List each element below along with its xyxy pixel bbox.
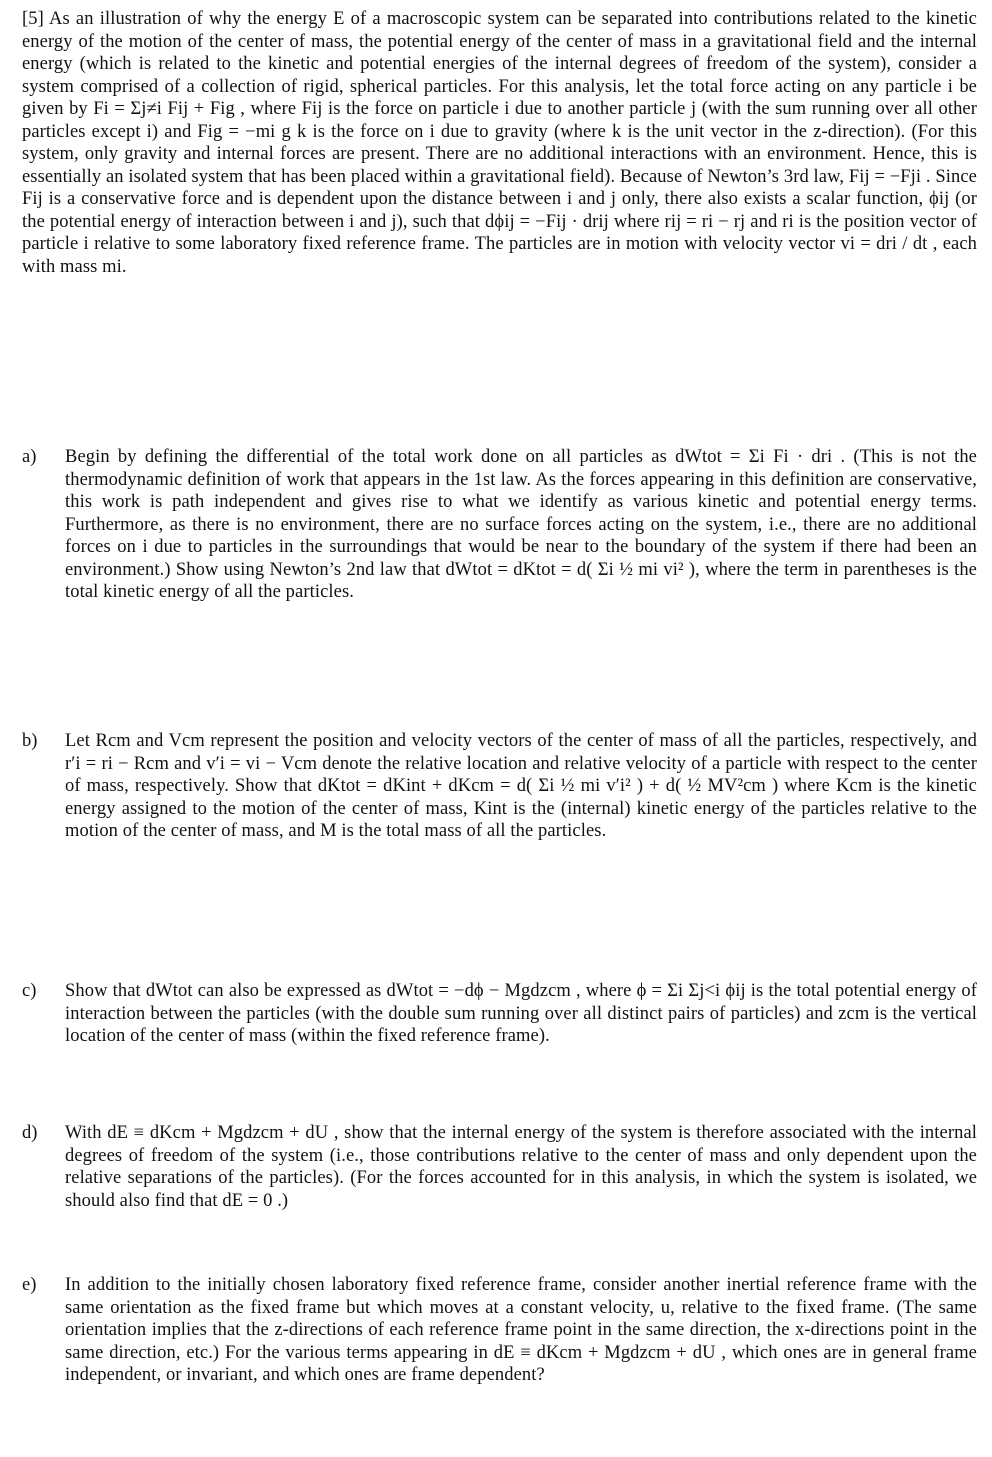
- part-c-label: c): [22, 981, 37, 1001]
- part-a: [22, 446, 977, 604]
- part-e: [22, 1274, 977, 1387]
- part-b: [22, 730, 977, 843]
- intro-text: As an illustration of why the energy E of a macroscopic system can be separated into contributions related to the kinetic energy of the motion of the center of mass, the potential energy of the center of mass in a gravitational field and the internal energy (which is related to the kinetic and potential energies of the internal degrees of freedom of the system), consider a system comprised of a collection of rigid, spherical particles. For this analysis, let the total force acting on any particle i be given by Fi = Σj≠i Fij + Fig , where Fij is the force on particle i due to another particle j (with the sum running over all other particles except i) and Fig = −mi g k is the force on i due to gravity (where k is the unit vector in the z-direction). (For this system, only gravity and internal forces are present. There are no additional interactions with an environment. Hence, this is essentially an isolated system that has been placed within a gravitational field). Because of Newton’s 3rd law, Fij = −Fji . Since Fij is a conservative force and is dependent upon the distance between i and j only, there also exists a scalar function, ϕij (or the potential energy of interaction between i and j), such that dϕij = −Fij · drij where rij = ri − rj and ri is the position vector of particle i relative to some laboratory fixed reference frame. The particles are in motion with velocity vector vi = dri / dt , each with mass mi.: [22, 9, 977, 277]
- part-d-text: With dE ≡ dKcm + Mgdzcm + dU , show that the internal energy of the system is therefore associated with the internal degrees of freedom of the system (i.e., those contributions relative to the center of mass and only dependent upon the relative separations of the particles). (For the forces accounted for in this analysis, in which the system is isolated, we should also find that dE = 0 .): [65, 1123, 977, 1211]
- part-c-text: Show that dWtot can also be expressed as dWtot = −dϕ − Mgdzcm , where ϕ = Σi Σj<i ϕij is the total potential energy of interaction between the particles (with the double sum running over all distinct pairs of particles) and zcm is the vertical location of the center of mass (within the fixed reference frame).: [65, 981, 977, 1046]
- part-e-text: In addition to the initially chosen laboratory fixed reference frame, consider another inertial reference frame with the same orientation as the fixed frame but which moves at a constant velocity, u, relative to the fixed frame. (The same orientation implies that the z-directions of each reference frame point in the same direction, the x-directions point in the same direction, etc.) For the various terms appearing in dE ≡ dKcm + Mgdzcm + dU , which ones are in general frame independent, or invariant, and which ones are frame dependent?: [65, 1275, 977, 1385]
- part-d: [22, 1122, 977, 1212]
- problem-number: [5]: [22, 9, 44, 29]
- document-page: [22, 8, 977, 1448]
- part-a-text: Begin by defining the differential of the total work done on all particles as dWtot = Σi Fi · dri . (This is not the thermodynamic definition of work that appears in the 1st law. As the forces appearing in this definition are conservative, this work is path independent and gives rise to what we identify as various kinetic and potential energy terms. Furthermore, as there is no environment, there are no surface forces acting on the system, i.e., there are no additional forces on i due to particles in the surroundings that would be near to the boundary of the system if there had been an environment.) Show using Newton’s 2nd law that dWtot = dKtot = d( Σi ½ mi vi² ), where the term in parentheses is the total kinetic energy of all the particles.: [65, 447, 977, 602]
- intro-paragraph: [22, 8, 977, 278]
- part-b-text: Let Rcm and Vcm represent the position and velocity vectors of the center of mass of all the particles, respectively, and r′i = ri − Rcm and v′i = vi − Vcm denote the relative location and relative velocity of a particle with respect to the center of mass, respectively. Show that dKtot = dKint + dKcm = d( Σi ½ mi v′i² ) + d( ½ MV²cm ) where Kcm is the kinetic energy assigned to the motion of the center of mass, Kint is the (internal) kinetic energy of the particles relative to the motion of the center of mass, and M is the total mass of all the particles.: [65, 731, 977, 841]
- part-d-label: d): [22, 1123, 38, 1143]
- part-c: [22, 980, 977, 1048]
- part-e-label: e): [22, 1275, 37, 1295]
- part-b-label: b): [22, 731, 38, 751]
- part-a-label: a): [22, 447, 37, 467]
